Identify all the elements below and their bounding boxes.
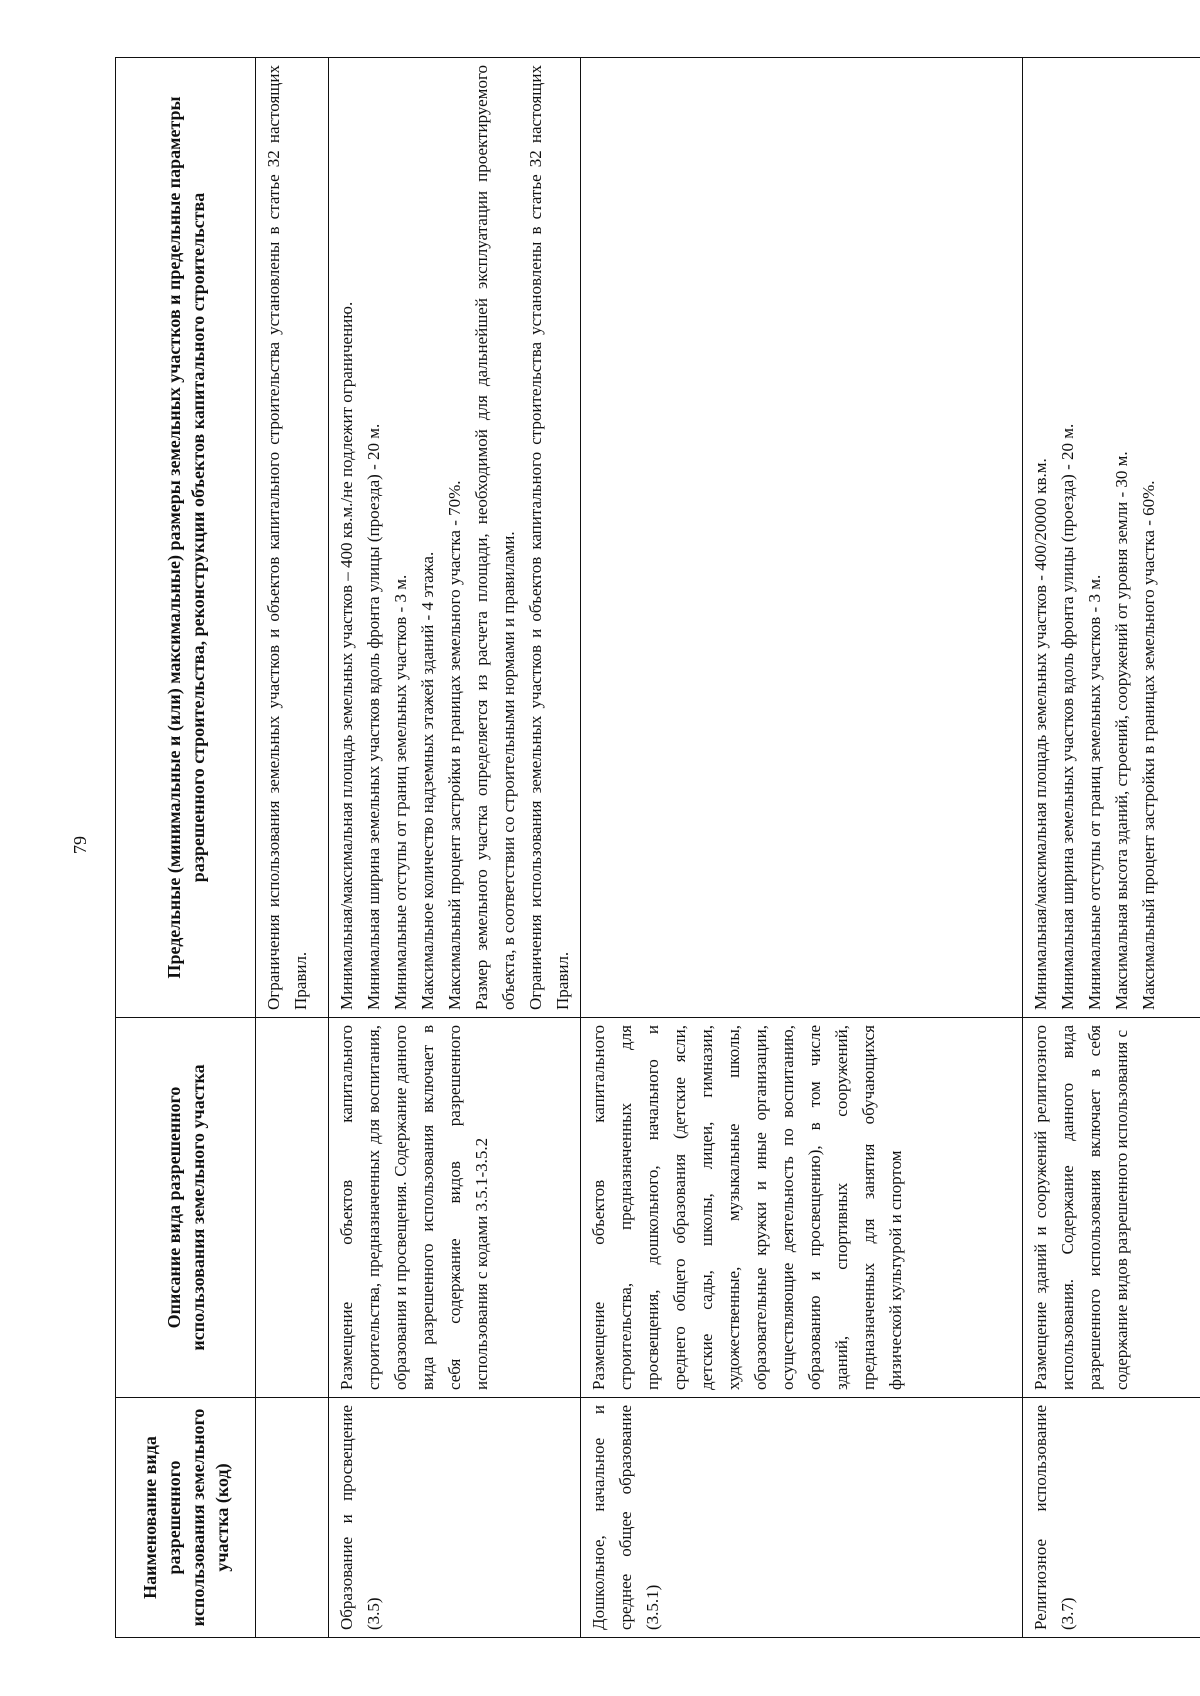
- table-row: [581, 58, 1023, 1638]
- use-name-cell: Религиозное использование (3.7): [1023, 1398, 1200, 1638]
- table-header-row: [116, 58, 256, 1638]
- use-description-cell: [256, 1018, 329, 1398]
- header-limit-parameters: Предельные (минимальные и (или) максимальные) размеры земельных участков и предельные параметры разрешенного строительства, реконструкции объектов капитального строительства: [116, 58, 256, 1018]
- parameter-line: Минимальные отступы от границ земельных участков - 3 м.: [1085, 574, 1104, 1010]
- parameter-line: Минимальные отступы от границ земельных участков - 3 м.: [391, 574, 410, 1010]
- table-row: [1023, 58, 1200, 1638]
- parameter-line: Минимальная/максимальная площадь земельных участков - 400/20000 кв.м.: [1031, 458, 1050, 1010]
- table-row: [256, 58, 329, 1638]
- use-description-cell: Размещение объектов капитального строительства, предназначенных для воспитания, образования и просвещения. Содержание данного вида разрешенного использования включает в себя содержание видов разрешенного использования с кодами 3.5.1-3.5.2: [329, 1018, 581, 1398]
- table-row: [329, 58, 581, 1638]
- parameter-line: Минимальная ширина земельных участков вдоль фронта улицы (проезда) - 20 м.: [1058, 423, 1077, 1010]
- parameter-line: Максимальное количество надземных этажей зданий - 4 этажа.: [418, 551, 437, 1010]
- page-number: 79: [70, 836, 90, 854]
- parameter-line: Размер земельного участка определяется из расчета площади, необходимой для дальнейшей эксплуатации проектируемого объекта, в соответствии со строительными нормами и правилами.: [472, 65, 518, 1010]
- parameter-line: Минимальная ширина земельных участков вдоль фронта улицы (проезда) - 20 м.: [364, 423, 383, 1010]
- use-name-cell: Дошкольное, начальное и среднее общее образование (3.5.1): [581, 1398, 1023, 1638]
- parameter-line: Максимальный процент застройки в границах земельного участка - 70%.: [445, 480, 464, 1010]
- land-use-table: [115, 57, 1200, 1638]
- use-name-cell: Образование и просвещение (3.5): [329, 1398, 581, 1638]
- header-use-name: Наименование вида разрешенного использования земельного участка (код): [116, 1398, 256, 1638]
- parameters-cell: [1023, 58, 1200, 1018]
- parameter-line: Ограничения использования земельных участков и объектов капитального строительства установлены в статье 32 настоящих Правил.: [264, 65, 310, 1010]
- parameters-cell: [329, 58, 581, 1018]
- header-use-description: Описание вида разрешенного использования земельного участка: [116, 1018, 256, 1398]
- parameters-cell: [581, 58, 1023, 1018]
- use-description-cell: Размещение объектов капитального строительства, предназначенных для просвещения, дошкольного, начального и среднего общего образования (детские ясли, детские сады, школы, лицеи, гимназии, художественные, музыкальные школы, образовательные кружки и иные организации, осуществляющие деятельность по воспитанию, образованию и просвещению), в том числе зданий, спортивных сооружений, предназначенных для занятия обучающихся физической культурой и спортом: [581, 1018, 1023, 1398]
- parameter-line: Минимальная/максимальная площадь земельных участков – 400 кв.м./не подлежит ограничению.: [337, 301, 356, 1010]
- parameters-cell: [256, 58, 329, 1018]
- use-name-cell: [256, 1398, 329, 1638]
- rotated-page-content: [115, 58, 1165, 1638]
- parameter-line: Максимальный процент застройки в границах земельного участка - 60%.: [1139, 480, 1158, 1010]
- use-description-cell: Размещение зданий и сооружений религиозного использования. Содержание данного вида разрешенного использования включает в себя содержание видов разрешенного использования с: [1023, 1018, 1200, 1398]
- parameter-line: Максимальная высота зданий, строений, сооружений от уровня земли - 30 м.: [1112, 451, 1131, 1010]
- parameter-line: Ограничения использования земельных участков и объектов капитального строительства установлены в статье 32 настоящих Правил.: [526, 65, 572, 1010]
